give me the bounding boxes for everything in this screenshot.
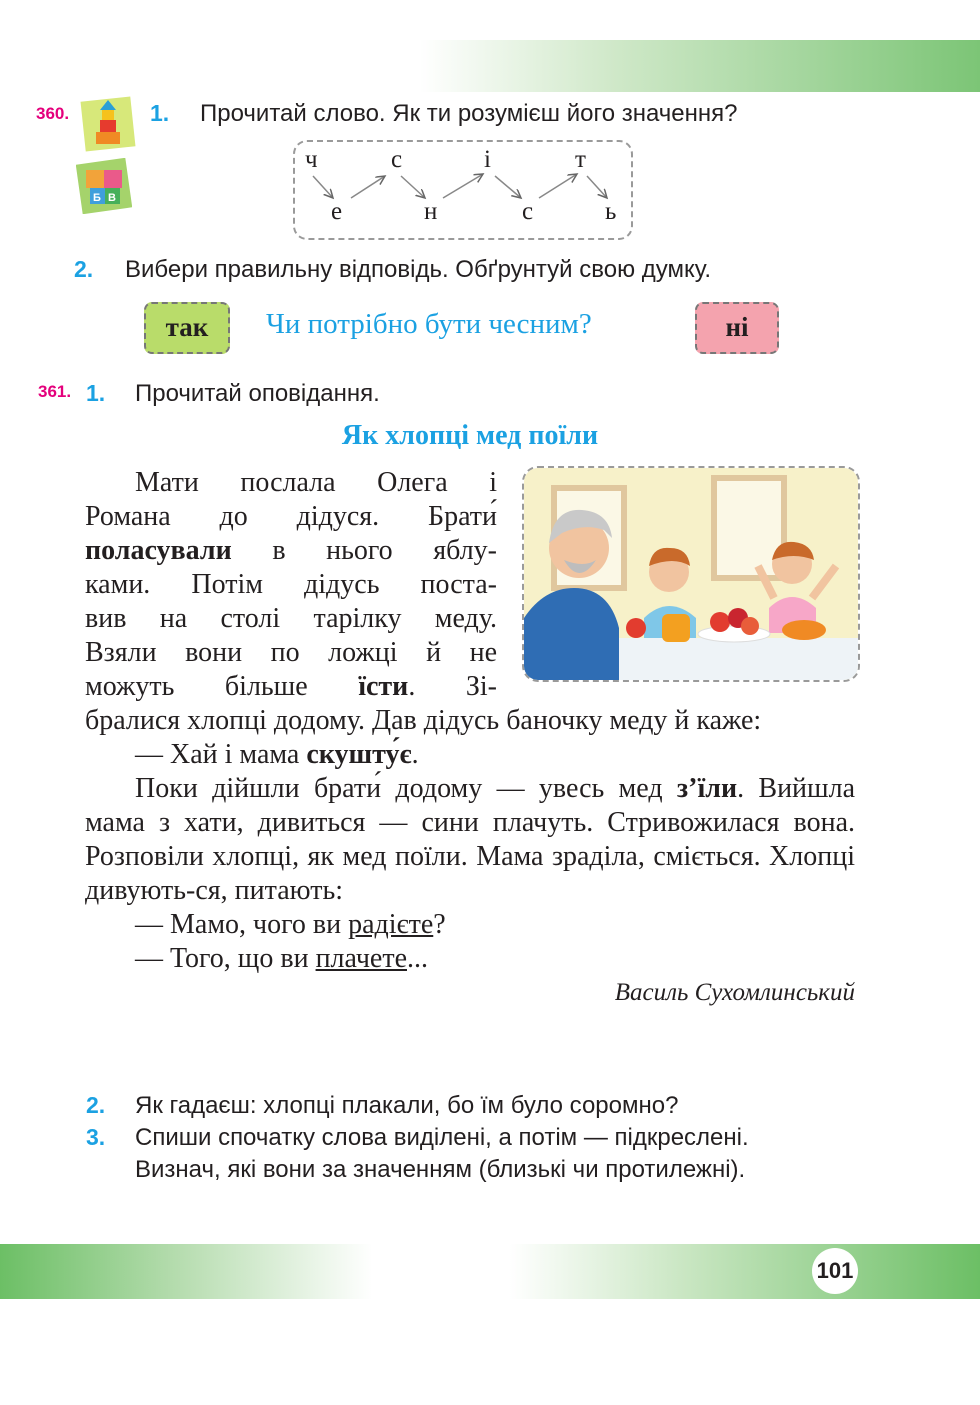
story-text-part: . bbox=[411, 739, 419, 770]
story-paragraph-1-top bbox=[85, 466, 497, 704]
story-text-part: . Вийшла мама з хати, дивиться — сини плачуть. Стривожилася вона. Розповіли хлопці, як мед поїли. Мама зраділа, сміється. Хлопці дивують-ся, питають: bbox=[85, 773, 855, 906]
cube-letter: Б bbox=[93, 192, 101, 204]
story-line bbox=[85, 670, 497, 704]
underlined-word: радієте bbox=[348, 909, 434, 940]
answer-yes-card[interactable]: так bbox=[144, 302, 230, 354]
puzzle-letter: ь bbox=[605, 198, 617, 225]
cube-letter: В bbox=[108, 192, 116, 204]
story-line: Взяли вони по ложці й не bbox=[85, 637, 497, 668]
story-line-part: можуть більше bbox=[85, 671, 359, 702]
story-text-part: — Хай і мама bbox=[135, 739, 307, 770]
story-text-part: Поки дійшли брати́ додому — увесь мед bbox=[135, 773, 677, 804]
task-2-number: 2. bbox=[86, 1092, 106, 1118]
story-text bbox=[85, 466, 855, 1010]
task-1-text: Прочитай оповідання. bbox=[135, 380, 380, 407]
puzzle-letter: ч bbox=[305, 146, 318, 173]
task-3-number: 3. bbox=[86, 1124, 106, 1150]
task-2-text: Як гадаєш: хлопці плакали, бо їм було соромно? bbox=[135, 1092, 679, 1119]
puzzle-letter: е bbox=[331, 198, 343, 225]
story-text-part: ? bbox=[433, 909, 446, 940]
task-3-text-line-2: Визнач, які вони за значенням (близькі чи протилежні). bbox=[135, 1156, 746, 1183]
story-paragraph-1-rest: бралися хлопці додому. Дав дідусь баночку меду й каже: bbox=[85, 705, 762, 736]
puzzle-letter: н bbox=[424, 198, 438, 225]
puzzle-letter: с bbox=[522, 198, 534, 225]
answer-no-card[interactable]: ні bbox=[695, 302, 779, 354]
story-text-part: — Мамо, чого ви bbox=[135, 909, 349, 940]
task-3-text-line-1: Спиши спочатку слова виділені, а потім — підкреслені. bbox=[135, 1124, 749, 1151]
puzzle-letter: с bbox=[391, 146, 403, 173]
story-line-part: . Зі- bbox=[408, 671, 497, 702]
story-paragraph-5 bbox=[85, 942, 855, 976]
task-2-number: 2. bbox=[74, 256, 94, 282]
underlined-word: плачете bbox=[315, 943, 407, 974]
top-header-bar bbox=[420, 40, 980, 92]
story-line: ками. Потім дідусь поста- bbox=[85, 569, 497, 600]
blocks-tower-icon bbox=[80, 96, 136, 152]
bold-word: з’їли bbox=[676, 773, 738, 804]
story-text-part: ... bbox=[407, 943, 428, 974]
bold-word: скушту́є bbox=[306, 739, 412, 770]
letter-puzzle-box bbox=[293, 140, 633, 240]
puzzle-letter: і bbox=[484, 146, 491, 173]
bold-word: їсти bbox=[358, 671, 409, 702]
story-paragraph-2 bbox=[85, 738, 855, 772]
story-line: Романа до дідуся. Брати́ bbox=[85, 501, 497, 532]
story-line: Мати послала Олега і bbox=[135, 467, 497, 498]
puzzle-arrows bbox=[295, 142, 631, 238]
task-1-text: Прочитай слово. Як ти розумієш його значення? bbox=[200, 100, 738, 127]
puzzle-letter: т bbox=[575, 146, 586, 173]
story-title: Як хлопці мед поїли bbox=[341, 420, 599, 451]
story-line: вив на столі тарілку меду. bbox=[85, 603, 497, 634]
story-paragraph-4 bbox=[85, 908, 855, 942]
bold-word: поласували bbox=[85, 535, 232, 566]
task-1-number: 1. bbox=[86, 380, 106, 406]
exercise-361-number: 361. bbox=[38, 382, 72, 401]
exercise-360-number: 360. bbox=[36, 104, 70, 123]
honesty-question: Чи потрібно бути чесним? bbox=[266, 308, 592, 340]
story-paragraph-3 bbox=[85, 772, 855, 908]
story-author: Василь Сухомлинський bbox=[614, 979, 855, 1006]
task-1-number: 1. bbox=[150, 100, 170, 126]
task-2-text: Вибери правильну відповідь. Обґрунтуй свою думку. bbox=[125, 256, 712, 283]
story-text-part: — Того, що ви bbox=[135, 943, 316, 974]
letter-cubes-icon bbox=[76, 158, 132, 214]
story-line-part: в нього яблу- bbox=[231, 535, 497, 566]
story-line bbox=[85, 534, 497, 568]
page-number: 101 bbox=[812, 1248, 858, 1294]
